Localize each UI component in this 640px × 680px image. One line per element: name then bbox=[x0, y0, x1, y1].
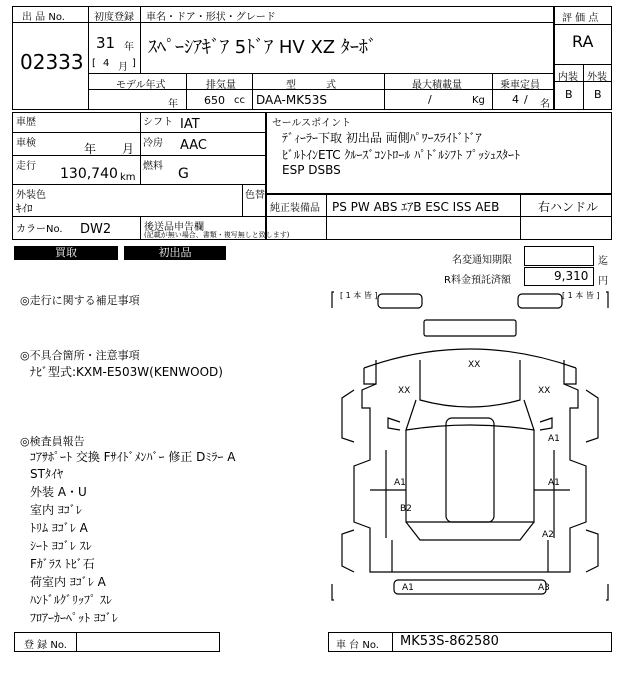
steering-value: 右ハンドル bbox=[538, 200, 599, 214]
inspection-month-unit: 月 bbox=[122, 142, 135, 156]
damage-mark: XX bbox=[538, 386, 551, 396]
ext-color-value: ｷｲﾛ bbox=[16, 202, 33, 215]
chassis-value: MK53S-862580 bbox=[400, 634, 499, 649]
divider bbox=[186, 73, 187, 110]
defects-title: ◎不具合箇所・注意事項 bbox=[20, 349, 140, 362]
divider bbox=[520, 194, 521, 240]
report-line: 外装 A・U bbox=[30, 485, 87, 499]
max-load-label: 最大積載量 bbox=[412, 80, 462, 91]
chassis-label: 車 台 No. bbox=[336, 640, 379, 651]
interior-label: 内装 bbox=[558, 72, 578, 83]
equip-label: 純正装備品 bbox=[270, 203, 320, 214]
damage-mark: A1 bbox=[548, 478, 560, 488]
score-label: 評 価 点 bbox=[562, 13, 599, 24]
divider bbox=[583, 64, 584, 110]
divider bbox=[12, 216, 266, 217]
history-label: 車歴 bbox=[16, 117, 36, 128]
tire-note-right: [ 1 本 皆 ] bbox=[562, 291, 600, 300]
interior-grade: B bbox=[565, 88, 573, 101]
lot-number: 02333 bbox=[20, 50, 84, 74]
navi-note: ﾅﾋﾞ型式:KXM-E503W(KENWOOD) bbox=[30, 365, 223, 379]
exterior-label: 外装 bbox=[587, 72, 607, 83]
divider bbox=[140, 216, 141, 240]
sales-line: ESP DSBS bbox=[282, 163, 341, 177]
recycle-value: 9,310 bbox=[554, 269, 589, 283]
divider bbox=[554, 24, 612, 25]
report-line: STﾀｲﾔ bbox=[30, 467, 63, 481]
load-slash: / bbox=[428, 93, 432, 106]
inspector-title: ◎検査員報告 bbox=[20, 435, 85, 448]
report-line: Fｶﾞﾗｽ ﾄﾋﾞ石 bbox=[30, 557, 95, 571]
fuel-value: G bbox=[178, 166, 189, 182]
report-line: ｼｰﾄ ﾖｺﾞﾚ ｽﾚ bbox=[30, 539, 92, 553]
capacity-value: 4 bbox=[512, 93, 519, 106]
first-reg-label: 初度登録 bbox=[94, 12, 134, 23]
divider bbox=[88, 73, 554, 74]
sales-line: ﾃﾞｨｰﾗｰ下取 初出品 両側ﾊﾟﾜｰｽﾗｲﾄﾞﾄﾞｱ bbox=[282, 131, 482, 145]
damage-mark: A1 bbox=[402, 583, 414, 593]
buy-bar: 買取 bbox=[14, 246, 118, 260]
car-damage-diagram bbox=[330, 290, 610, 602]
driving-notes-title: ◎走行に関する補足事項 bbox=[20, 294, 140, 307]
car-outline bbox=[330, 290, 610, 602]
lot-label: 出 品 No. bbox=[22, 12, 65, 23]
type-value: DAA-MK53S bbox=[256, 93, 327, 107]
model-year-unit: 年 bbox=[168, 99, 178, 110]
capacity-unit: 名 bbox=[540, 99, 550, 110]
divider bbox=[12, 155, 266, 156]
shift-label: シフト bbox=[143, 117, 173, 128]
color-no-label: カラーNo. bbox=[16, 224, 63, 235]
divider bbox=[492, 73, 493, 110]
first-listing-bar: 初出品 bbox=[124, 246, 226, 260]
tire-note-left: [ 1 本 皆 ] bbox=[340, 291, 378, 300]
report-line: 室内 ﾖｺﾞﾚ bbox=[30, 503, 82, 517]
recycle-unit: 円 bbox=[598, 276, 608, 287]
sales-label: セールスポイント bbox=[272, 118, 352, 129]
damage-mark: XX bbox=[398, 386, 411, 396]
damage-mark: A1 bbox=[548, 434, 560, 444]
color-change-label: 色替 bbox=[245, 190, 265, 201]
displacement-label: 排気量 bbox=[206, 80, 236, 91]
name-label: 車名・ドア・形状・グレード bbox=[146, 12, 276, 23]
mileage-label: 走行 bbox=[16, 161, 36, 172]
ext-color-label: 外装色 bbox=[16, 190, 46, 201]
exterior-grade: B bbox=[594, 88, 602, 101]
divider bbox=[140, 6, 141, 73]
sales-line: ﾋﾞﾙﾄｲﾝETC ｸﾙｰｽﾞｺﾝﾄﾛｰﾙ ﾊﾟﾄﾞﾙｼﾌﾄ ﾌﾟｯｼｭｽﾀｰﾄ bbox=[282, 148, 521, 162]
reg-no-label: 登 録 No. bbox=[24, 640, 67, 651]
damage-mark: A3 bbox=[538, 583, 550, 593]
report-line: ﾊﾝﾄﾞﾙｸﾞﾘｯﾌﾟ ｽﾚ bbox=[30, 593, 112, 607]
fuel-label: 燃料 bbox=[143, 161, 163, 172]
displacement-unit: cc bbox=[234, 95, 245, 106]
report-line: 荷室内 ﾖｺﾞﾚ A bbox=[30, 575, 106, 589]
name-change-box bbox=[524, 246, 594, 266]
ac-label: 冷房 bbox=[143, 138, 163, 149]
report-line: ﾄﾘﾑ ﾖｺﾞﾚ A bbox=[30, 521, 88, 535]
reg-month-close: ] bbox=[132, 58, 136, 69]
name-change-label: 名変通知期限 bbox=[452, 255, 512, 266]
color-no-value: DW2 bbox=[80, 222, 112, 237]
damage-mark: B2 bbox=[400, 504, 412, 514]
report-line: ｺｱｻﾎﾟｰﾄ 交換 Fｻｲﾄﾞﾒﾝﾊﾞｰ 修正 Dﾐﾗｰ A bbox=[30, 450, 236, 464]
damage-mark: XX bbox=[468, 360, 481, 370]
damage-mark: A2 bbox=[542, 530, 554, 540]
inspection-label: 車検 bbox=[16, 138, 36, 149]
reg-year: 31 bbox=[96, 34, 116, 52]
divider bbox=[140, 112, 141, 184]
capacity-label: 乗車定員 bbox=[500, 80, 540, 91]
type-label: 型 式 bbox=[286, 80, 336, 91]
score-value: RA bbox=[572, 32, 594, 51]
divider bbox=[266, 216, 612, 217]
report-line: ﾌﾛｱｰｶｰﾍﾟｯﾄ ﾖｺﾞﾚ bbox=[30, 611, 118, 625]
name-change-unit: 迄 bbox=[598, 256, 608, 267]
divider bbox=[12, 184, 266, 185]
car-name: ｽﾍﾟｰｼｱｷﾞｱ 5ﾄﾞｱ HV XZ ﾀｰﾎﾞ bbox=[148, 37, 377, 58]
capacity-slash: / bbox=[524, 93, 528, 106]
divider bbox=[252, 73, 253, 110]
divider bbox=[12, 132, 266, 133]
divider bbox=[76, 632, 77, 652]
recycle-label: R料金預託済額 bbox=[444, 275, 511, 286]
reg-month-open: [ bbox=[92, 58, 96, 69]
divider bbox=[242, 184, 243, 216]
divider bbox=[392, 632, 393, 652]
model-year-label: モデル年式 bbox=[116, 80, 166, 91]
equip-value: PS PW ABS ｴｱB ESC ISS AEB bbox=[332, 200, 500, 214]
load-unit: Kg bbox=[472, 95, 485, 106]
divider bbox=[326, 194, 327, 240]
docs-note: (記載が無い場合、書類・複写無しと致します) bbox=[144, 231, 290, 239]
docs-label: 後送品申告欄 bbox=[144, 222, 204, 233]
reg-year-unit: 年 bbox=[124, 42, 134, 53]
reg-month: 4 bbox=[103, 58, 110, 69]
damage-mark: A1 bbox=[394, 478, 406, 488]
mileage-unit: km bbox=[120, 172, 136, 183]
ac-value: AAC bbox=[180, 138, 207, 153]
shift-value: IAT bbox=[180, 117, 200, 132]
divider bbox=[384, 73, 385, 110]
displacement-value: 650 bbox=[204, 94, 225, 107]
reg-month-unit: 月 bbox=[118, 62, 128, 73]
mileage-value: 130,740 bbox=[60, 166, 118, 182]
inspection-year-unit: 年 bbox=[84, 142, 97, 156]
